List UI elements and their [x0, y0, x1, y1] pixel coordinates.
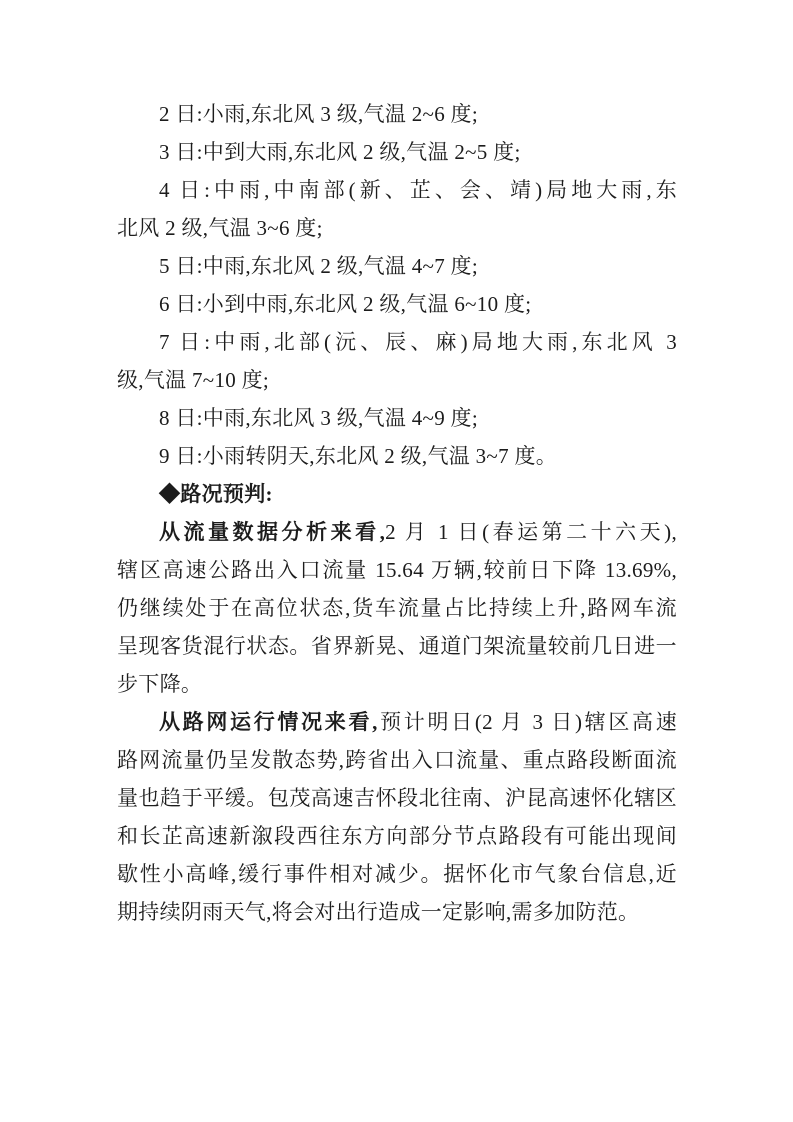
- section-heading-road-forecast: [117, 475, 677, 513]
- text-line: 呈现客货混行状态。省界新晃、通道门架流量较前几日进一: [117, 634, 677, 658]
- forecast-day-3: [117, 133, 677, 171]
- text-line: 歇性小高峰,缓行事件相对减少。据怀化市气象台信息,近: [117, 862, 677, 886]
- forecast-day-7: [117, 323, 677, 399]
- forecast-day-6: [117, 285, 677, 323]
- forecast-day-5: [117, 247, 677, 285]
- text-line: [117, 475, 677, 513]
- document-body: [117, 95, 677, 931]
- bold-lead: 从流量数据分析来看,: [159, 520, 386, 544]
- text-line: 期持续阴雨天气,将会对出行造成一定影响,需多加防范。: [117, 900, 640, 924]
- text-line: 量也趋于平缓。包茂高速吉怀段北往南、沪昆高速怀化辖区: [117, 786, 677, 810]
- paragraph-traffic-flow-analysis: [117, 513, 677, 703]
- text-line: 3 日:中到大雨,东北风 2 级,气温 2~5 度;: [159, 140, 521, 164]
- text-line: 和长芷高速新溆段西往东方向部分节点路段有可能出现间: [117, 824, 677, 848]
- text-line: 北风 2 级,气温 3~6 度;: [117, 216, 323, 240]
- text-line: 步下降。: [117, 672, 203, 696]
- text-line: 从路网运行情况来看,预计明日(2 月 3 日)辖区高速: [159, 710, 677, 734]
- text-line: 路网流量仍呈发散态势,跨省出入口流量、重点路段断面流: [117, 748, 677, 772]
- forecast-day-8: [117, 399, 677, 437]
- text-line: 4 日:中雨,中南部(新、芷、会、靖)局地大雨,东: [159, 178, 677, 202]
- text-line: 6 日:小到中雨,东北风 2 级,气温 6~10 度;: [159, 292, 532, 316]
- forecast-day-9: [117, 437, 677, 475]
- text-line: 2 日:小雨,东北风 3 级,气温 2~6 度;: [159, 102, 478, 126]
- text-line: 仍继续处于在高位状态,货车流量占比持续上升,路网车流: [117, 596, 677, 620]
- forecast-day-4: [117, 171, 677, 247]
- bold-lead: ◆路况预判:: [159, 482, 273, 506]
- text-line: 从流量数据分析来看,2 月 1 日(春运第二十六天),: [159, 520, 677, 544]
- text-line: 7 日:中雨,北部(沅、辰、麻)局地大雨,东北风 3: [159, 330, 677, 354]
- text-line: 9 日:小雨转阴天,东北风 2 级,气温 3~7 度。: [159, 444, 558, 468]
- bold-lead: 从路网运行情况来看,: [159, 710, 378, 734]
- text-line: 级,气温 7~10 度;: [117, 368, 270, 392]
- text-line: 辖区高速公路出入口流量 15.64 万辆,较前日下降 13.69%,: [117, 558, 677, 582]
- text-line: 5 日:中雨,东北风 2 级,气温 4~7 度;: [159, 254, 478, 278]
- paragraph-network-outlook: [117, 703, 677, 931]
- forecast-day-2: [117, 95, 677, 133]
- text-line: 8 日:中雨,东北风 3 级,气温 4~9 度;: [159, 406, 478, 430]
